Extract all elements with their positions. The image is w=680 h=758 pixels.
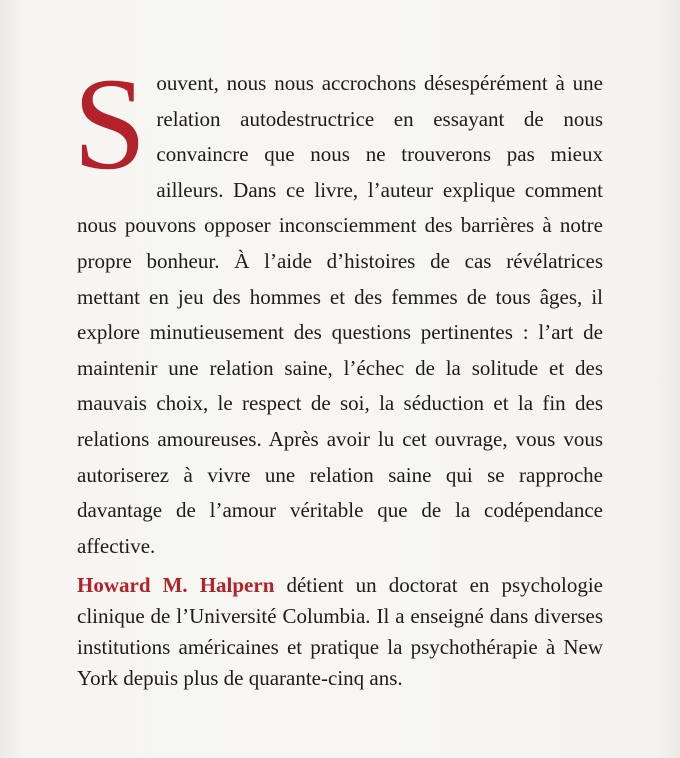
author-bio-text: détient un doctorat en psychologie clinique de l’Université Columbia. Il a enseigné dans diverses institutions américaines et pratique la psychothérapie à New York depuis plus de quarante-cinq ans. xyxy=(77,573,603,690)
description-text: ouvent, nous nous accrochons désespérément à une relation autodestructrice en essayant de nous convaincre que nous ne trouverons pas mieux ailleurs. Dans ce livre, l’auteur explique comment nous pouvons opposer inconsciemment des barrières à notre propre bonheur. À l’aide d’histoires de cas révélatrices mettant en jeu des hommes et des femmes de tous âges, il explore minutieusement des questions pertinentes : l’art de maintenir une relation saine, l’échec de la solitude et des mauvais choix, le respect de soi, la séduction et la fin des relations amoureuses. Après avoir lu cet ouvrage, vous vous autoriserez à vivre une relation saine qui se rapproche davantage de l’amour véritable que de la codépendance affective. xyxy=(77,71,603,558)
author-name: Howard M. Halpern xyxy=(77,573,275,597)
drop-cap-letter: S xyxy=(73,50,147,197)
book-description xyxy=(73,50,603,564)
author-bio xyxy=(77,570,603,694)
